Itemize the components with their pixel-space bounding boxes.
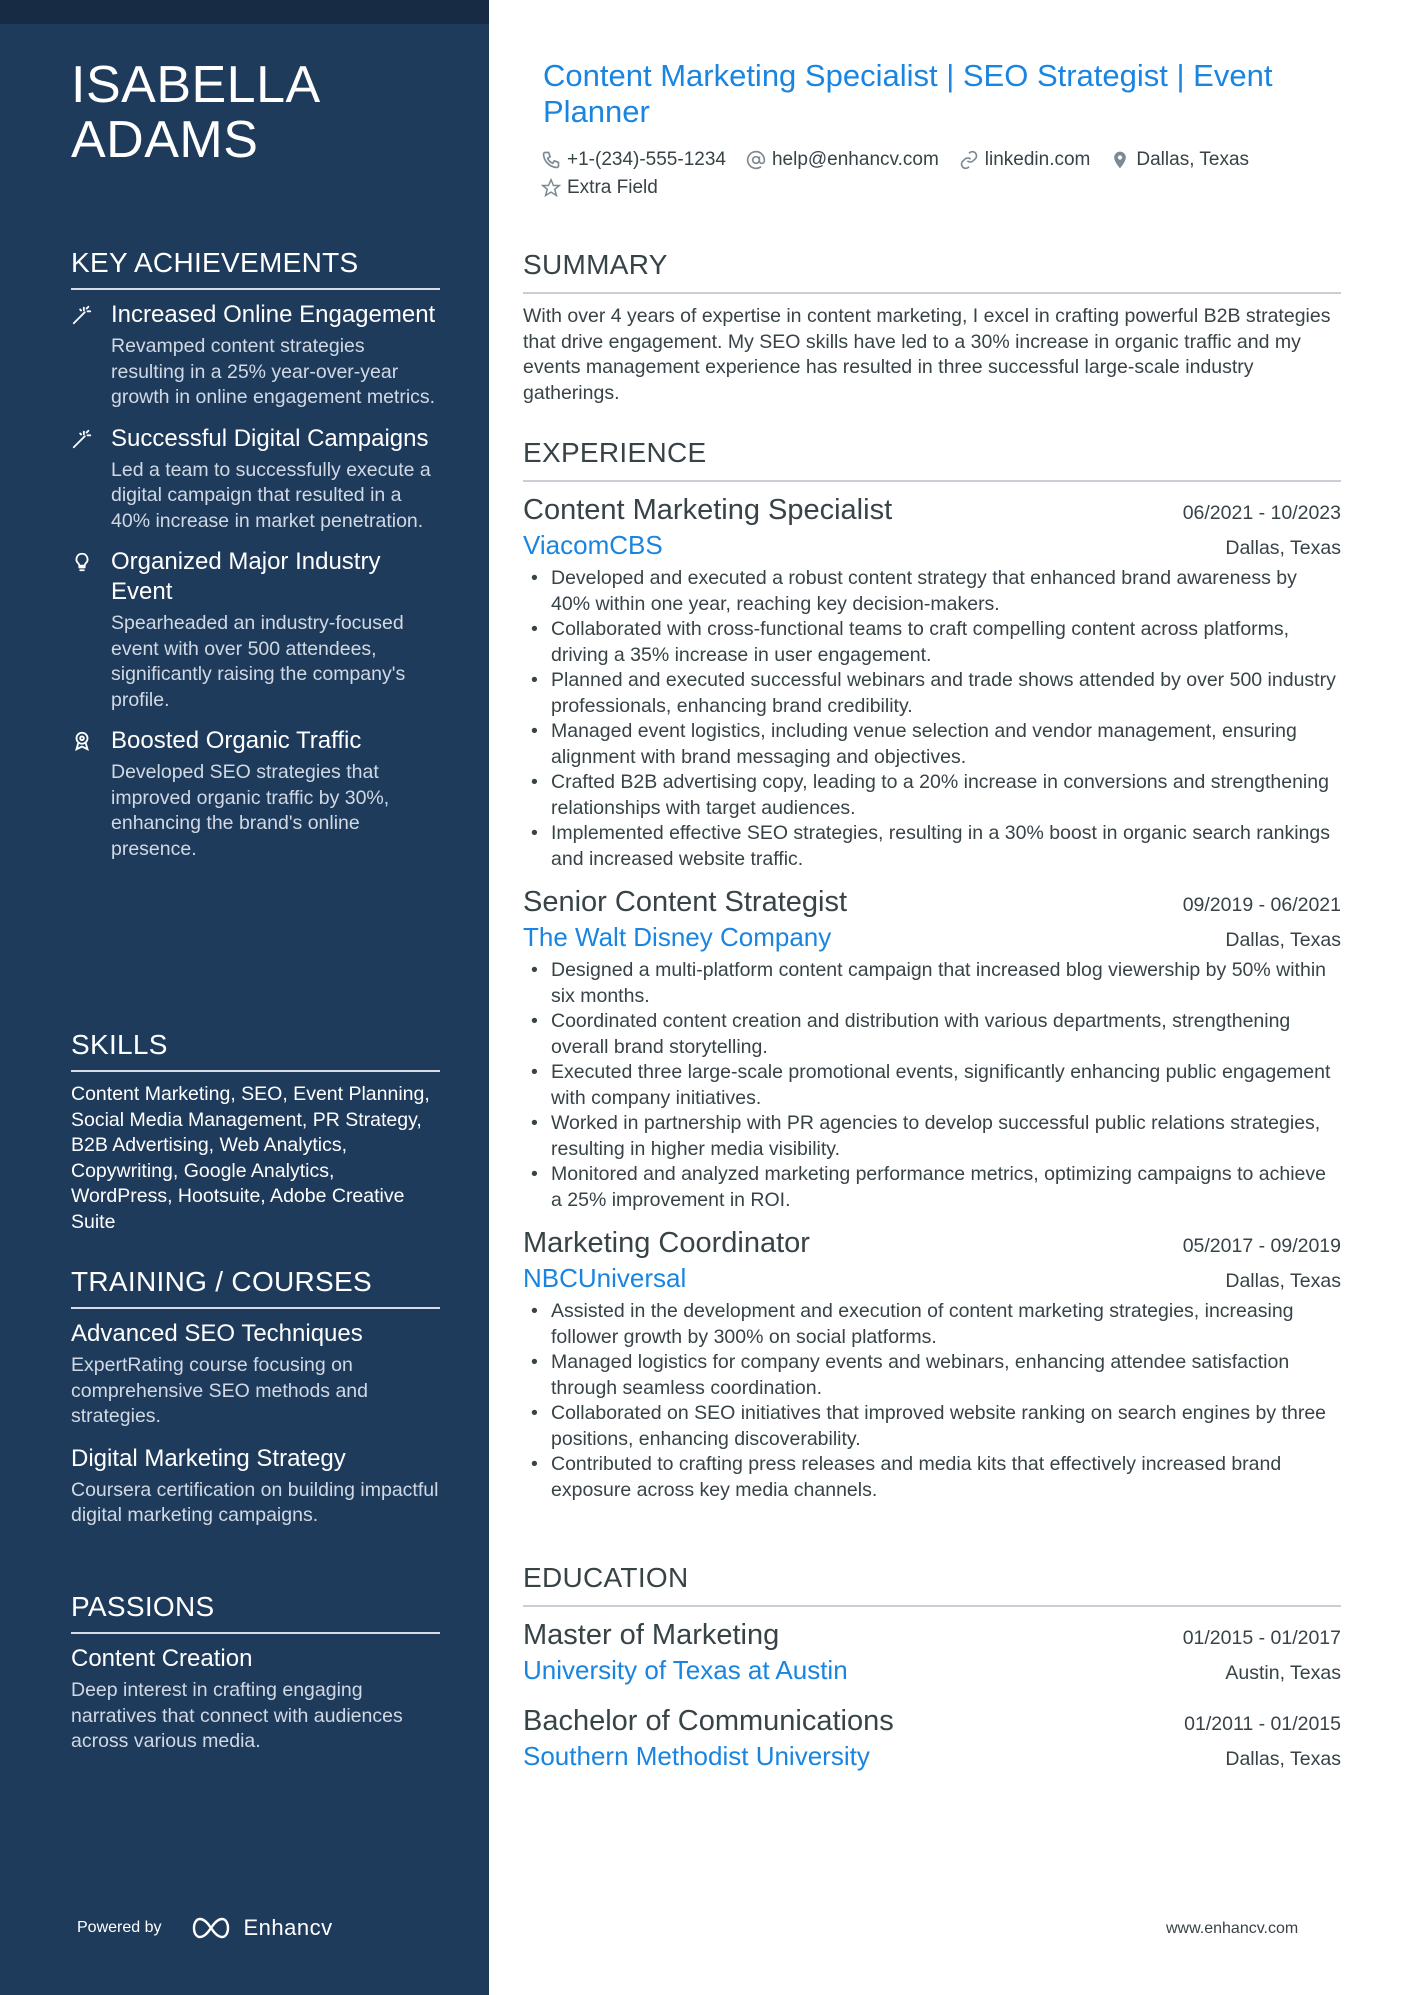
company-name[interactable]: The Walt Disney Company	[523, 922, 832, 952]
map-pin-icon	[1110, 150, 1130, 170]
contact-email[interactable]	[746, 147, 939, 173]
job-title: Marketing Coordinator	[523, 1227, 810, 1259]
enhancv-logo-icon	[188, 1915, 234, 1941]
school-name[interactable]: Southern Methodist University	[523, 1741, 870, 1771]
achievement-desc: Led a team to successfully execute a digital campaign that resulted in a 40% increase in market penetration.	[111, 458, 431, 532]
experience-section	[523, 436, 1341, 1515]
job-bullets	[523, 958, 1341, 1213]
passion-title: Content Creation	[71, 1645, 253, 1672]
training-section	[71, 1265, 440, 1543]
degree-title: Master of Marketing	[523, 1619, 780, 1651]
job-dates: 06/2021 - 10/2023	[1182, 502, 1341, 524]
bullet-item: • Managed logistics for company events and webinars, enhancing attendee satisfaction through seamless coordination.	[523, 1350, 1341, 1401]
passion-item	[71, 1644, 440, 1755]
bullet-item: • Collaborated with cross-functional teams to craft compelling content across platforms, driving a 35% increase in user engagement.	[523, 617, 1341, 668]
achievement-item	[71, 424, 440, 535]
person-name	[71, 58, 451, 168]
footer-url[interactable]: www.enhancv.com	[1166, 1920, 1299, 1937]
section-heading: TRAINING / COURSES	[71, 1265, 440, 1309]
job-title: Senior Content Strategist	[523, 886, 848, 918]
course-title: Digital Marketing Strategy	[71, 1444, 346, 1472]
name-first: ISABELLA	[71, 56, 321, 114]
job-entry	[523, 492, 1341, 872]
contact-phone[interactable]	[541, 147, 726, 173]
bullet-item: • Managed event logistics, including venue selection and vendor management, ensuring alignment with brand messaging and objectives.	[523, 719, 1341, 770]
achievement-title: Increased Online Engagement	[111, 301, 436, 328]
achievement-title: Successful Digital Campaigns	[111, 424, 429, 452]
job-dates: 09/2019 - 06/2021	[1182, 894, 1341, 916]
school-location: Dallas, Texas	[1225, 1748, 1341, 1770]
link-text: linkedin.com	[984, 149, 1091, 170]
job-dates: 05/2017 - 09/2019	[1182, 1235, 1341, 1257]
bullet-item: • Developed and executed a robust content strategy that enhanced brand awareness by 40% within one year, reaching key decision-makers.	[523, 566, 1341, 617]
lightbulb-icon	[71, 551, 93, 573]
education-entry	[523, 1617, 1341, 1687]
education-dates: 01/2015 - 01/2017	[1182, 1627, 1341, 1649]
job-entry	[523, 1225, 1341, 1503]
contact-location	[1110, 147, 1249, 173]
course-desc: Coursera certification on building impactful digital marketing campaigns.	[71, 1478, 439, 1526]
enhancv-logo[interactable]	[188, 1915, 333, 1941]
achievement-item	[71, 300, 440, 411]
key-achievements-section	[71, 246, 440, 875]
education-entry	[523, 1703, 1341, 1773]
brand-name: Enhancv	[243, 1915, 333, 1940]
passions-section	[71, 1590, 440, 1769]
star-icon	[541, 178, 561, 198]
course-item	[71, 1444, 440, 1529]
skills-section	[71, 1028, 440, 1235]
powered-by-label: Powered by	[77, 1919, 162, 1936]
name-last: ADAMS	[71, 111, 259, 169]
achievement-desc: Spearheaded an industry-focused event with over 500 attendees, significantly raising the company's profile.	[111, 612, 406, 711]
section-heading: PASSIONS	[71, 1590, 440, 1634]
job-location: Dallas, Texas	[1225, 537, 1341, 559]
company-name[interactable]: NBCUniversal	[523, 1263, 687, 1293]
bullet-item: • Planned and executed successful webinars and trade shows attended by over 500 industry professionals, enhancing brand credibility.	[523, 668, 1341, 719]
school-name[interactable]: University of Texas at Austin	[523, 1655, 848, 1685]
phone-text: +1-(234)-555-1234	[567, 149, 726, 170]
bullet-item: • Coordinated content creation and distribution with various departments, strengthening overall brand storytelling.	[523, 1009, 1341, 1060]
email-text: help@enhancv.com	[771, 149, 939, 170]
award-ribbon-icon	[71, 730, 93, 752]
at-sign-icon	[746, 150, 766, 170]
section-heading: EDUCATION	[523, 1561, 1341, 1607]
link-icon	[959, 150, 979, 170]
school-location: Austin, Texas	[1225, 1662, 1341, 1684]
bullet-item: • Collaborated on SEO initiatives that improved website ranking on search engines by three positions, enhancing discoverability.	[523, 1401, 1341, 1452]
extra-text: Extra Field	[567, 177, 658, 198]
bullet-item: • Executed three large-scale promotional events, significantly enhancing public engagement with company initiatives.	[523, 1060, 1341, 1111]
bullet-item: • Contributed to crafting press releases and media kits that effectively increased brand exposure across key media channels.	[523, 1452, 1341, 1503]
job-entry	[523, 884, 1341, 1213]
bullet-item: • Designed a multi-platform content campaign that increased blog viewership by 50% within six months.	[523, 958, 1341, 1009]
course-item	[71, 1319, 440, 1430]
sidebar-top-band	[0, 0, 489, 24]
job-title: Content Marketing Specialist	[523, 494, 893, 526]
course-desc: ExpertRating course focusing on comprehensive SEO methods and strategies.	[71, 1354, 368, 1427]
job-location: Dallas, Texas	[1225, 1270, 1341, 1292]
achievement-desc: Developed SEO strategies that improved organic traffic by 30%, enhancing the brand's online presence.	[111, 761, 390, 860]
course-title: Advanced SEO Techniques	[71, 1320, 363, 1347]
contact-link[interactable]	[959, 147, 1091, 173]
headline: Content Marketing Specialist | SEO Strategist | Event Planner	[543, 58, 1273, 129]
summary-text: With over 4 years of expertise in content marketing, I excel in crafting powerful B2B strategies that drive engagement. My SEO skills have led to a 30% increase in organic traffic and my events management experience has resulted in three successful large-scale industry gatherings.	[523, 305, 1331, 404]
company-name[interactable]: ViacomCBS	[523, 530, 663, 560]
sidebar	[0, 0, 489, 1995]
job-location: Dallas, Texas	[1225, 929, 1341, 951]
education-dates: 01/2011 - 01/2015	[1184, 1713, 1341, 1735]
achievement-item	[71, 726, 440, 862]
magic-wand-icon	[71, 428, 93, 450]
location-text: Dallas, Texas	[1136, 149, 1250, 170]
section-heading: KEY ACHIEVEMENTS	[71, 246, 440, 290]
contact-info	[541, 147, 1341, 201]
degree-title: Bachelor of Communications	[523, 1705, 894, 1737]
job-bullets	[523, 1299, 1341, 1503]
section-heading: EXPERIENCE	[523, 436, 1341, 482]
education-section	[523, 1561, 1341, 1789]
job-bullets	[523, 566, 1341, 872]
achievement-title: Boosted Organic Traffic	[111, 727, 362, 754]
bullet-item: • Monitored and analyzed marketing performance metrics, optimizing campaigns to achieve a 25% improvement in ROI.	[523, 1162, 1341, 1213]
passion-desc: Deep interest in crafting engaging narratives that connect with audiences across various media.	[71, 1679, 403, 1752]
bullet-item: • Assisted in the development and execution of content marketing strategies, increasing follower growth by 300% on social platforms.	[523, 1299, 1341, 1350]
phone-icon	[541, 150, 561, 170]
section-heading: SKILLS	[71, 1028, 440, 1072]
achievement-title: Organized Major Industry Event	[111, 548, 381, 605]
magic-wand-icon	[71, 304, 93, 326]
contact-extra	[541, 175, 658, 201]
summary-section	[523, 248, 1341, 406]
bullet-item: • Worked in partnership with PR agencies to develop successful public relations strategies, resulting in higher media visibility.	[523, 1111, 1341, 1162]
section-heading: SUMMARY	[523, 248, 1341, 294]
bullet-item: • Implemented effective SEO strategies, resulting in a 30% boost in organic search rankings and increased website traffic.	[523, 821, 1341, 872]
skills-list: Content Marketing, SEO, Event Planning, Social Media Management, PR Strategy, B2B Advertising, Web Analytics, Copywriting, Google Analytics, WordPress, Hootsuite, Adobe Creative Suite	[71, 1083, 430, 1233]
achievement-desc: Revamped content strategies resulting in a 25% year-over-year growth in online engagement metrics.	[111, 335, 436, 408]
bullet-item: • Crafted B2B advertising copy, leading to a 20% increase in conversions and strengthening relationships with target audiences.	[523, 770, 1341, 821]
powered-by	[77, 1915, 333, 1941]
achievement-item	[71, 547, 440, 713]
